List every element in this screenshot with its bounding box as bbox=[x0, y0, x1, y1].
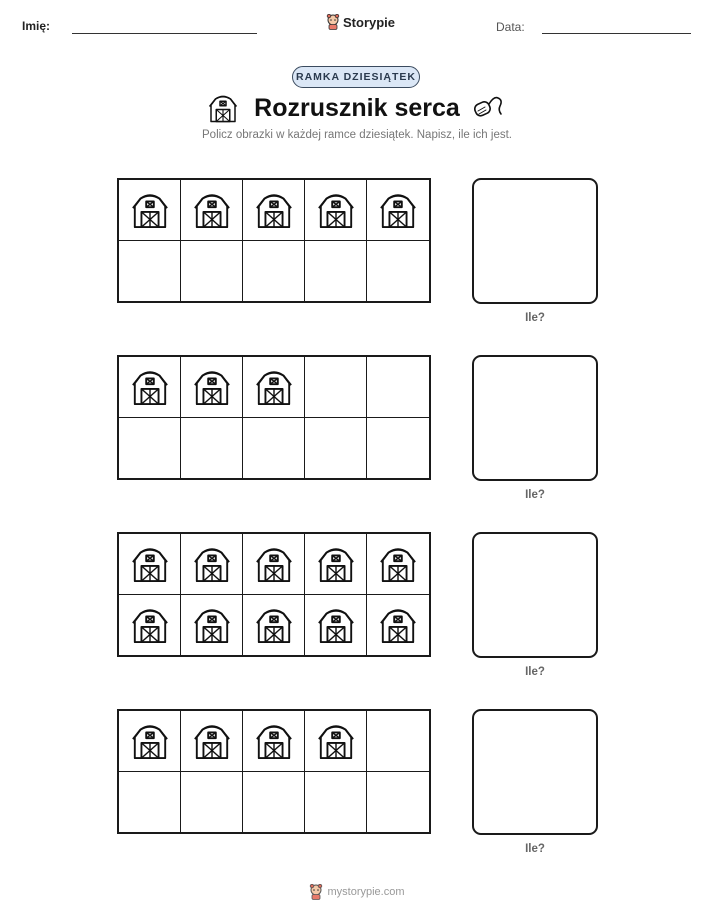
ten-frame-cell bbox=[367, 180, 429, 241]
answer-label: Ile? bbox=[525, 489, 545, 501]
ten-frame-cell bbox=[119, 241, 181, 302]
ten-frame-cell bbox=[243, 595, 305, 656]
barn-icon bbox=[255, 190, 293, 230]
ten-frame-cell bbox=[181, 418, 243, 479]
barn-icon bbox=[193, 190, 231, 230]
barn-icon bbox=[379, 605, 417, 645]
ten-frame-cell bbox=[243, 357, 305, 418]
ten-frame-cell bbox=[181, 534, 243, 595]
answer-box[interactable] bbox=[472, 709, 598, 835]
ten-frame-cell bbox=[305, 772, 367, 833]
ten-frame-cell bbox=[119, 418, 181, 479]
footer bbox=[0, 884, 714, 900]
ten-frame-cell bbox=[305, 357, 367, 418]
barn-icon bbox=[255, 544, 293, 584]
ten-frame-cell bbox=[305, 534, 367, 595]
ten-frame-cell bbox=[243, 418, 305, 479]
ten-frame bbox=[117, 178, 431, 303]
barn-icon bbox=[131, 721, 169, 761]
ten-frame-cell bbox=[181, 357, 243, 418]
brand-logo bbox=[326, 14, 395, 30]
brand-name: Storypie bbox=[343, 14, 396, 30]
ten-frame bbox=[117, 532, 431, 657]
barn-icon bbox=[317, 721, 355, 761]
barn-icon bbox=[379, 190, 417, 230]
ten-frame-cell bbox=[367, 534, 429, 595]
ten-frame bbox=[117, 709, 431, 834]
ten-frame-cell bbox=[243, 241, 305, 302]
barn-icon bbox=[317, 190, 355, 230]
worksheet-type-badge: RAMKA DZIESIĄTEK bbox=[292, 66, 420, 88]
ten-frame-cell bbox=[119, 595, 181, 656]
ten-frame-cell bbox=[305, 180, 367, 241]
ten-frame-cell bbox=[119, 772, 181, 833]
barn-icon bbox=[131, 367, 169, 407]
ten-frame-cell bbox=[243, 180, 305, 241]
answer-label: Ile? bbox=[525, 666, 545, 678]
barn-icon bbox=[193, 721, 231, 761]
barn-icon bbox=[193, 544, 231, 584]
ten-frame-cell bbox=[367, 241, 429, 302]
date-label: Data: bbox=[496, 20, 525, 34]
barn-icon bbox=[131, 544, 169, 584]
barn-icon bbox=[255, 721, 293, 761]
ten-frame-cell bbox=[119, 711, 181, 772]
pacemaker-icon bbox=[470, 92, 506, 122]
barn-icon bbox=[193, 605, 231, 645]
ten-frame-cell bbox=[305, 418, 367, 479]
ten-frame-cell bbox=[119, 180, 181, 241]
answer-label: Ile? bbox=[525, 312, 545, 324]
page-title: Rozrusznik serca bbox=[254, 94, 460, 122]
ten-frame-cell bbox=[181, 241, 243, 302]
ten-frame-cell bbox=[181, 772, 243, 833]
answer-box[interactable] bbox=[472, 355, 598, 481]
ten-frame-cell bbox=[243, 534, 305, 595]
footer-url: mystorypie.com bbox=[327, 886, 405, 898]
ten-frame-cell bbox=[367, 418, 429, 479]
answer-box[interactable] bbox=[472, 178, 598, 304]
ten-frame-cell bbox=[243, 772, 305, 833]
ten-frame bbox=[117, 355, 431, 480]
ten-frame-cell bbox=[181, 595, 243, 656]
barn-icon bbox=[255, 367, 293, 407]
ten-frame-cell bbox=[367, 711, 429, 772]
storypie-mascot-icon bbox=[326, 14, 340, 30]
ten-frame-cell bbox=[305, 711, 367, 772]
date-line[interactable] bbox=[542, 33, 691, 34]
name-line[interactable] bbox=[72, 33, 257, 34]
instructions: Policz obrazki w każdej ramce dziesiątek. Napisz, ile ich jest. bbox=[202, 129, 512, 141]
barn-icon bbox=[255, 605, 293, 645]
ten-frame-cell bbox=[305, 595, 367, 656]
storypie-mascot-icon bbox=[309, 884, 323, 900]
barn-icon bbox=[317, 605, 355, 645]
barn-icon bbox=[131, 190, 169, 230]
ten-frame-cell bbox=[119, 534, 181, 595]
ten-frame-cell bbox=[119, 357, 181, 418]
name-label: Imię: bbox=[22, 19, 51, 33]
ten-frame-cell bbox=[367, 772, 429, 833]
barn-icon bbox=[193, 367, 231, 407]
barn-icon bbox=[131, 605, 169, 645]
ten-frame-cell bbox=[243, 711, 305, 772]
answer-box[interactable] bbox=[472, 532, 598, 658]
barn-icon bbox=[317, 544, 355, 584]
answer-label: Ile? bbox=[525, 843, 545, 855]
ten-frame-cell bbox=[367, 595, 429, 656]
ten-frame-cell bbox=[181, 711, 243, 772]
ten-frame-cell bbox=[181, 180, 243, 241]
barn-icon bbox=[379, 544, 417, 584]
ten-frame-cell bbox=[367, 357, 429, 418]
ten-frame-cell bbox=[305, 241, 367, 302]
